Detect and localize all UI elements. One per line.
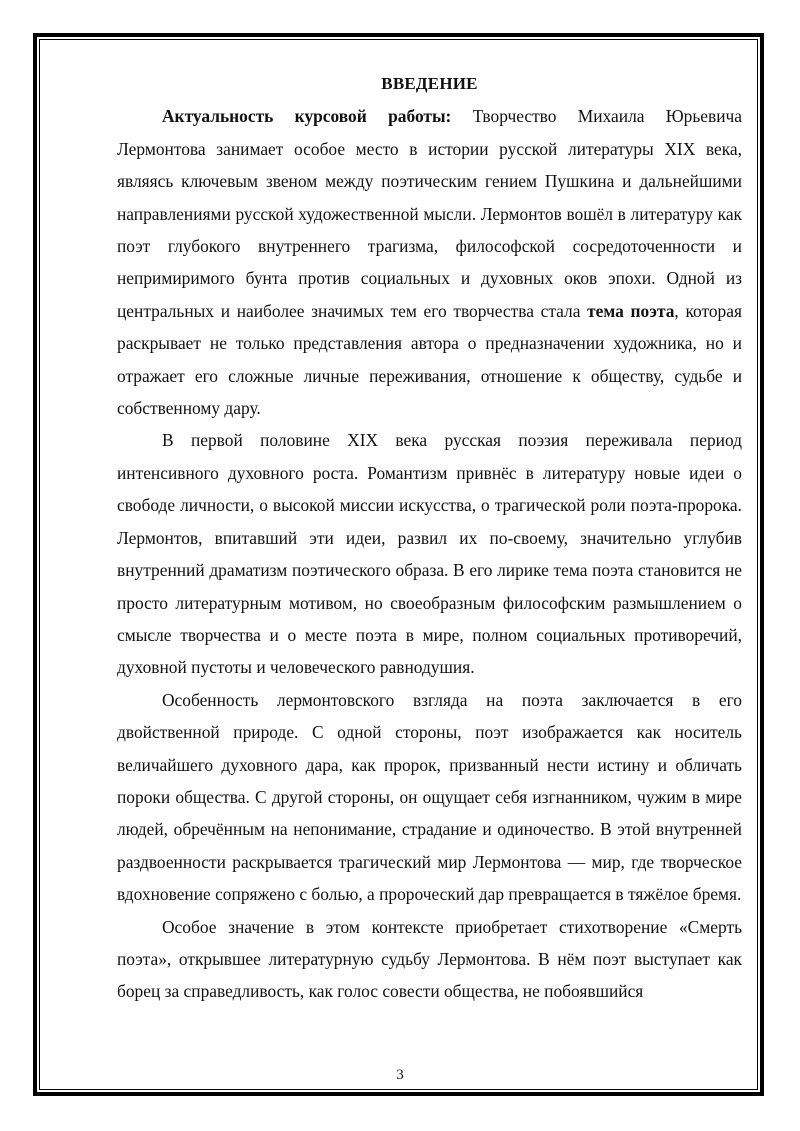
- highlighted-term: тема поэта: [587, 300, 675, 321]
- paragraph-duality: Особенность лермонтовского взгляда на поэта заключается в его двойственной природе. С одной стороны, поэт изображается как носитель величайшего духовного дара, как пророк, призванный нести истину и обличать пороки общества. С другой стороны, он ощущает себя изгнанником, чужим в мире людей, обречённым на непонимание, страдание и одиночество. В этой внутренней раздвоенности раскрывается трагический мир Лермонтова — мир, где творческое вдохновение сопряжено с болью, а пророческий дар превращается в тяжёлое бремя.: [117, 689, 742, 905]
- paragraph-text: Творчество Михаила Юрьевича Лермонтова занимает особое место в истории русской литературы XIX века, являясь ключевым звеном между поэтическим гением Пушкина и дальнейшими направлениями русской художественной мысли. Лермонтов вошёл в литературу как поэт глубокого внутреннего трагизма, философской сосредоточенности и непримиримого бунта против социальных и духовных оков эпохи. Одной из центральных и наиболее значимых тем его творчества стала: [117, 106, 742, 321]
- section-heading: ВВЕДЕНИЕ: [381, 74, 478, 93]
- paragraph-text: , которая раскрывает не только представления автора о предназначении художника, но и отражает его сложные личные переживания, отношение к обществу, судьбе и собственному дару.: [117, 300, 742, 419]
- document-body: [117, 68, 742, 1048]
- relevance-label: Актуальность курсовой работы:: [162, 106, 452, 127]
- paragraph-romanticism: В первой половине XIX века русская поэзия переживала период интенсивного духовного роста. Романтизм привнёс в литературу новые идеи о свободе личности, о высокой миссии искусства, о трагической роли поэта-пророка. Лермонтов, впитавший эти идеи, развил их по-своему, значительно углубив внутренний драматизм поэтического образа. В его лирике тема поэта становится не просто литературным мотивом, но своеобразным философским размышлением о смысле творчества и о месте поэта в мире, полном социальных противоречий, духовной пустоты и человеческого равнодушия.: [117, 430, 742, 678]
- page-number: 3: [396, 1067, 404, 1083]
- paragraph-death-of-poet: Особое значение в этом контексте приобретает стихотворение «Смерть поэта», открывшее литературную судьбу Лермонтова. В нём поэт выступает как борец за справедливость, как голос совести общества, не побоявшийся: [117, 916, 742, 1002]
- paragraph-relevance: [117, 100, 742, 424]
